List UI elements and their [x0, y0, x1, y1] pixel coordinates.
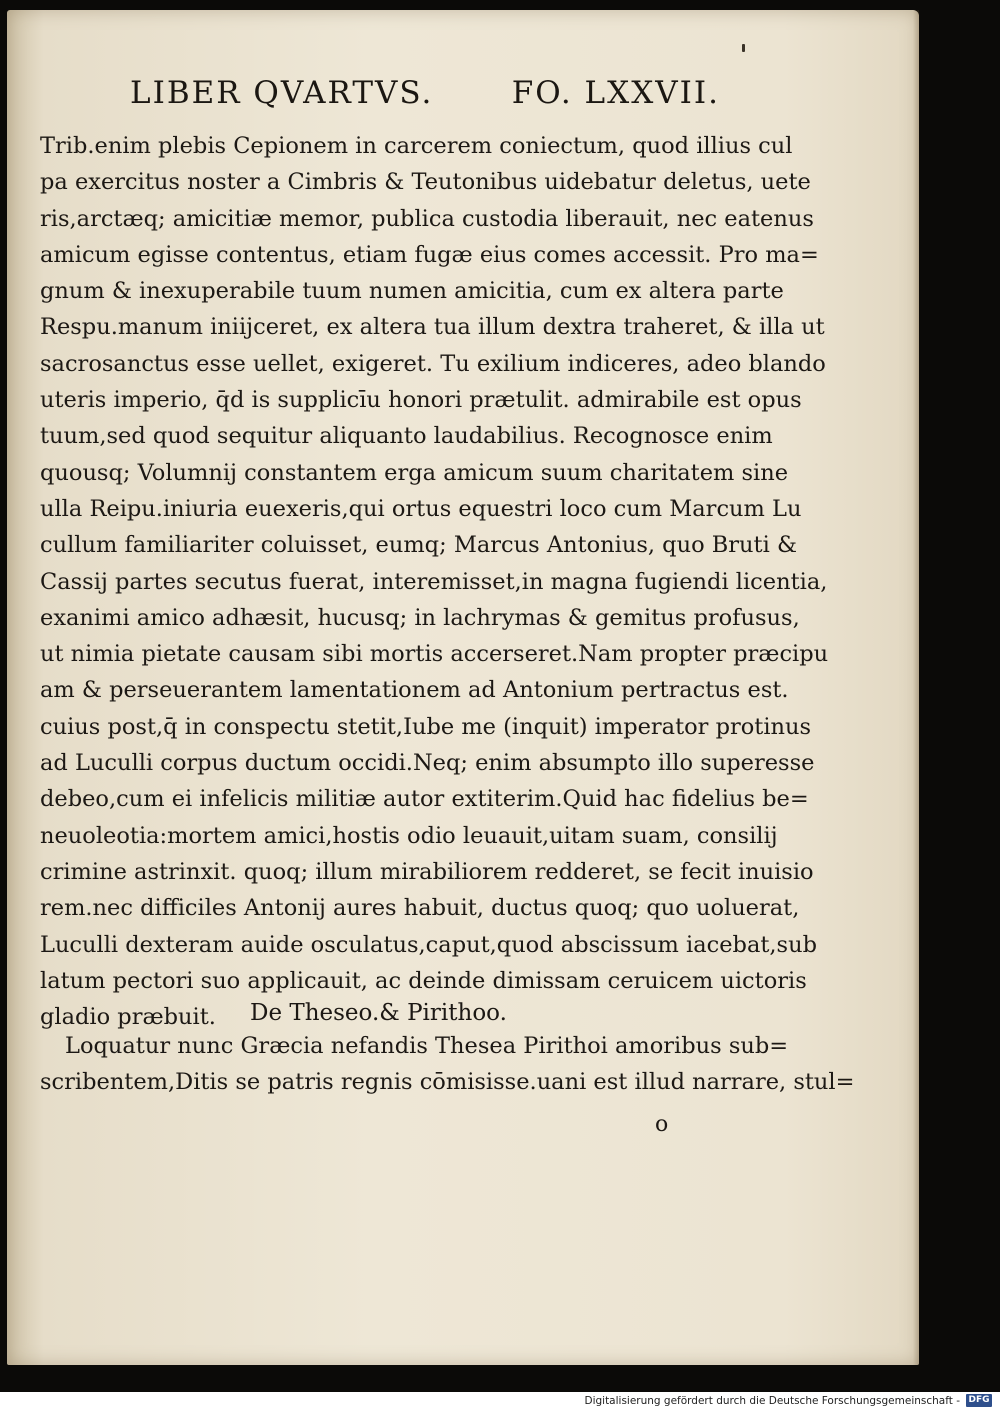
text-line: ut nimia pietate causam sibi mortis accerseret.Nam propter præcipu: [40, 641, 829, 668]
text-line: ulla Reipu.iniuria euexeris,qui ortus equestri loco cum Marcum Lu: [40, 495, 802, 522]
page-edge: [913, 10, 919, 1365]
text-line: rem.nec difficiles Antonij aures habuit, ductus quoq; quo uoluerat,: [40, 895, 800, 922]
text-line: sacrosanctus esse uellet, exigeret. Tu exilium indiceres, adeo blando: [40, 350, 826, 377]
text-line: cuius post,q̄ in conspectu stetit,Iube me (inquit) imperator protinus: [40, 713, 812, 740]
footer-credit: Digitalisierung gefördert durch die Deutsche Forschungsgemeinschaft -: [584, 1395, 960, 1407]
text-line: ris,arctæq; amicitiæ memor, publica custodia liberauit, nec eatenus: [40, 205, 814, 232]
text-line: Cassij partes secutus fuerat, interemisset,in magna fugiendi licentia,: [40, 568, 828, 595]
running-head-title: LIBER QVARTVS.: [130, 75, 434, 111]
section-text: [40, 1028, 855, 1101]
signature-mark: o: [655, 1112, 669, 1137]
text-line: tuum,sed quod sequitur aliquanto laudabilius. Recognosce enim: [40, 423, 773, 450]
text-line: amicum egisse contentus, etiam fugæ eius comes accessit. Pro ma=: [40, 241, 819, 268]
text-line: uteris imperio, q̄d is supplicīu honori prætulit. admirabile est opus: [40, 387, 802, 414]
text-line: latum pectori suo applicauit, ac deinde dimissam ceruicem uictoris: [40, 967, 807, 994]
text-line: cullum familiariter coluisset, eumq; Marcus Antonius, quo Bruti &: [40, 532, 797, 559]
text-line: quousq; Volumnij constantem erga amicum suum charitatem sine: [40, 459, 789, 486]
text-line: Loquatur nunc Græcia nefandis Thesea Pirithoi amoribus sub=: [65, 1033, 789, 1059]
text-line: debeo,cum ei infelicis militiæ autor extiterim.Quid hac fidelius be=: [40, 786, 809, 813]
text-line: pa exercitus noster a Cimbris & Teutonibus uidebatur deletus, uete: [40, 169, 811, 196]
ink-mark: [742, 44, 745, 52]
text-line: gladio præbuit.: [40, 1004, 216, 1031]
text-line: exanimi amico adhæsit, hucusq; in lachrymas & gemitus profusus,: [40, 604, 800, 631]
text-line: ad Luculli corpus ductum occidi.Neq; enim absumpto illo superesse: [40, 750, 815, 777]
folio-number: FO. LXXVII.: [511, 75, 720, 111]
section-heading: De Theseo.& Pirithoo.: [250, 1000, 507, 1026]
text-line: Luculli dexteram auide osculatus,caput,quod abscissum iacebat,sub: [40, 931, 817, 958]
text-line: scribentem,Ditis se patris regnis cōmisisse.uani est illud narrare, stul=: [40, 1069, 855, 1096]
text-line: am & perseuerantem lamentationem ad Antonium pertractus est.: [40, 677, 789, 704]
footer-bar: [0, 1392, 1000, 1411]
running-head: [130, 75, 720, 117]
text-line: gnum & inexuperabile tuum numen amicitia, cum ex altera parte: [40, 278, 784, 305]
text-line: neuoleotia:mortem amici,hostis odio leuauit,uitam suam, consilij: [40, 822, 778, 849]
text-line: crimine astrinxit. quoq; illum mirabiliorem redderet, se fecit inuisio: [40, 858, 814, 885]
text-line: Respu.manum iniijceret, ex altera tua illum dextra traheret, & illa ut: [40, 314, 825, 341]
body-text: [40, 128, 829, 1035]
dfg-logo: DFG: [966, 1394, 992, 1407]
text-line: Trib.enim plebis Cepionem in carcerem coniectum, quod illius cul: [40, 133, 793, 159]
